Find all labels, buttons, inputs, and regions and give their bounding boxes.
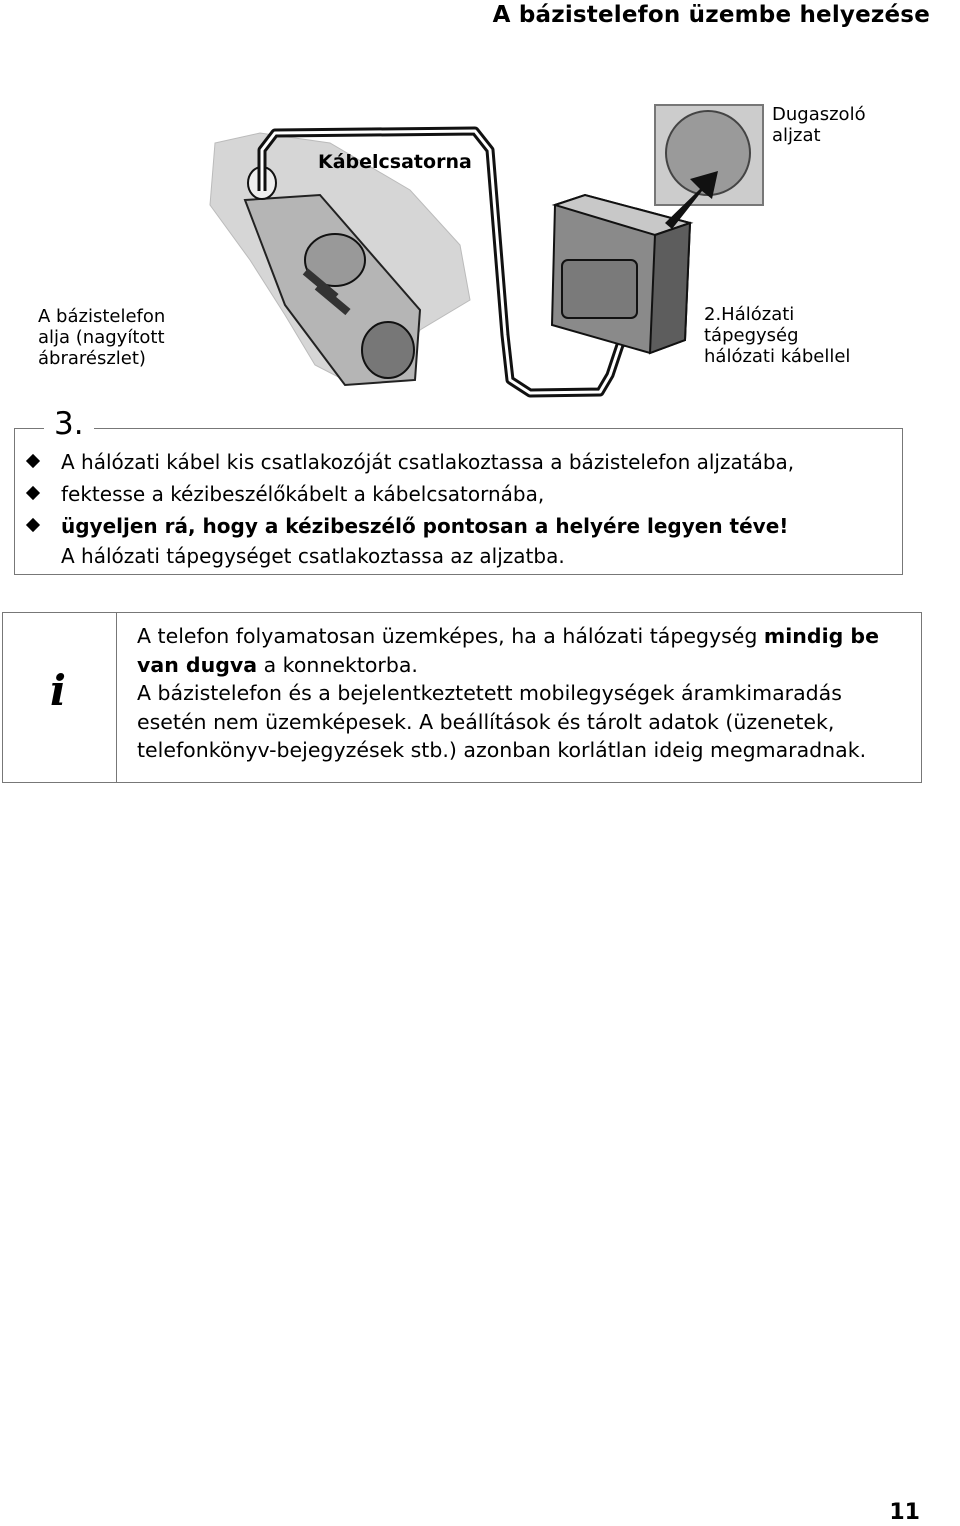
diamond-bullet-icon <box>26 518 40 532</box>
info-text <box>137 622 907 765</box>
step-note: A hálózati tápegységet csatlakoztassa az aljzatba. <box>61 544 565 568</box>
list-item: A hálózati kábel kis csatlakozóját csatlakoztassa a bázistelefon aljzatába, <box>22 447 794 479</box>
page-number: 11 <box>889 1500 920 1525</box>
diamond-bullet-icon <box>26 454 40 468</box>
info-divider <box>116 612 117 782</box>
step-number: 3. <box>44 404 94 444</box>
installation-illustration <box>0 95 960 405</box>
page-header-title: A bázistelefon üzembe helyezése <box>492 2 930 28</box>
info-paragraph-2: A bázistelefon és a bejelentkeztetett mobilegységek áramkimaradás esetén nem üzemképesek. A beállítások és tárolt adatok (üzenetek, telefonkönyv-bejegyzések stb.) azonban korlátlan ideig megmaradnak. <box>137 681 867 762</box>
label-power-supply: 2.Hálózati tápegység hálózati kábellel <box>704 304 851 367</box>
label-wall-socket: Dugaszoló aljzat <box>772 104 866 146</box>
label-base-underside: A bázistelefon alja (nagyított ábrarészlet) <box>38 306 166 369</box>
list-item: fektesse a kézibeszélőkábelt a kábelcsatornába, <box>22 479 794 511</box>
info-paragraph-1: A telefon folyamatosan üzemképes, ha a hálózati tápegység mindig be van dugva a konnektorba. <box>137 624 879 677</box>
step-instructions <box>22 447 794 543</box>
label-cable-channel: Kábelcsatorna <box>318 151 472 173</box>
info-icon: i <box>50 666 66 715</box>
list-item: ügyeljen rá, hogy a kézibeszélő pontosan a helyére legyen téve! <box>22 511 794 543</box>
diamond-bullet-icon <box>26 486 40 500</box>
base-station-jack <box>362 322 414 378</box>
